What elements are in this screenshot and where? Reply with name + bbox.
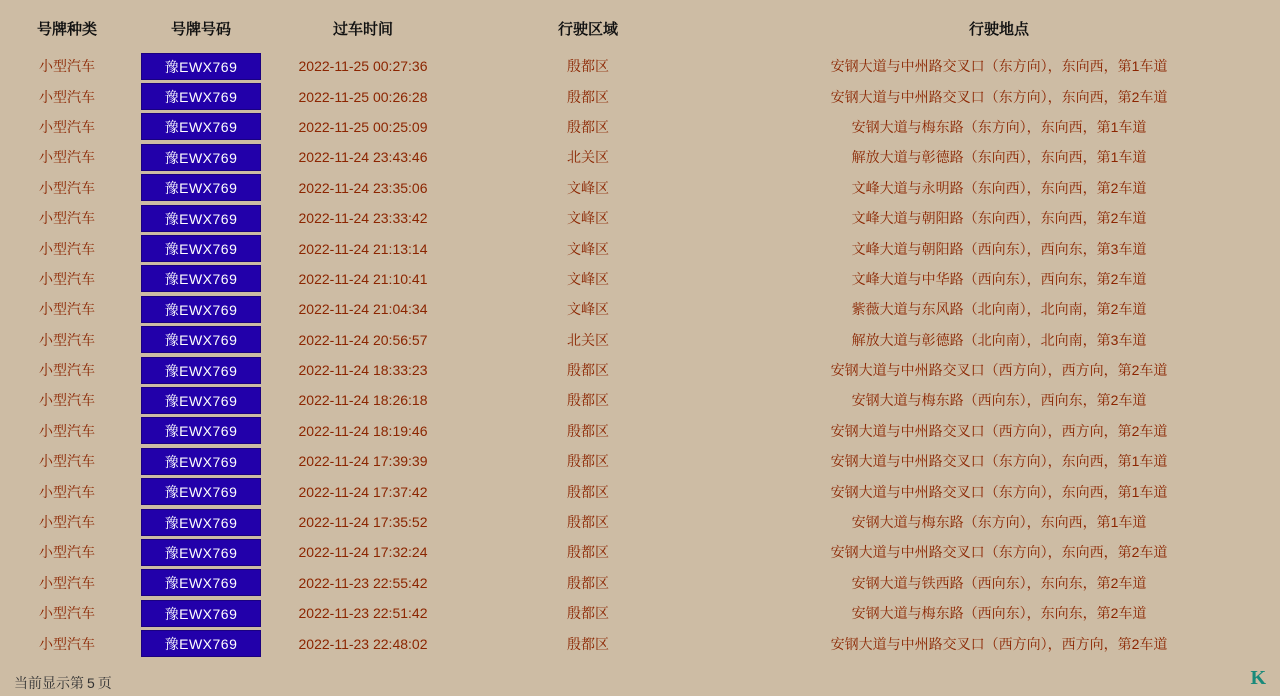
cell-driving-location: 安钢大道与中州路交叉口（东方向），东向西，第1车道 bbox=[830, 483, 1168, 500]
records-table-body bbox=[0, 51, 1280, 659]
cell-driving-location: 安钢大道与中州路交叉口（东方向），东向西，第2车道 bbox=[830, 88, 1168, 105]
table-row bbox=[0, 264, 1280, 294]
cell-driving-location: 紫薇大道与东风路（北向南），北向南，第2车道 bbox=[851, 301, 1147, 318]
cell-driving-area: 殷都区 bbox=[567, 392, 609, 409]
plate-badge: 豫EWX769 bbox=[141, 205, 261, 232]
plate-badge: 豫EWX769 bbox=[141, 326, 261, 353]
cell-driving-location: 安钢大道与梅东路（西向东），东向东，第2车道 bbox=[851, 605, 1147, 622]
cell-vehicle-type: 小型汽车 bbox=[39, 301, 95, 318]
plate-badge: 豫EWX769 bbox=[141, 478, 261, 505]
cell-driving-area: 殷都区 bbox=[567, 544, 609, 561]
cell-vehicle-type: 小型汽车 bbox=[39, 118, 95, 135]
cell-plate-number bbox=[134, 294, 268, 324]
cell-vehicle-type: 小型汽车 bbox=[39, 179, 95, 196]
plate-badge: 豫EWX769 bbox=[141, 53, 261, 80]
pagination-suffix-label: 页 bbox=[97, 674, 112, 691]
cell-vehicle-type: 小型汽车 bbox=[39, 483, 95, 500]
cell-plate-number bbox=[134, 476, 268, 506]
plate-badge: 豫EWX769 bbox=[141, 387, 261, 414]
cell-driving-location: 文峰大道与中华路（西向东），西向东，第2车道 bbox=[851, 270, 1147, 287]
plate-badge: 豫EWX769 bbox=[141, 539, 261, 566]
plate-badge: 豫EWX769 bbox=[141, 174, 261, 201]
cell-vehicle-type: 小型汽车 bbox=[39, 149, 95, 166]
cell-driving-location: 安钢大道与中州路交叉口（东方向），东向西，第1车道 bbox=[830, 58, 1168, 75]
column-header-vehicle-type: 号牌种类 bbox=[36, 21, 97, 38]
table-row bbox=[0, 355, 1280, 385]
table-row bbox=[0, 81, 1280, 111]
plate-badge: 豫EWX769 bbox=[141, 113, 261, 140]
plate-badge: 豫EWX769 bbox=[141, 509, 261, 536]
cell-vehicle-type: 小型汽车 bbox=[39, 331, 95, 348]
cell-pass-time: 2022-11-24 23:43:46 bbox=[298, 149, 428, 166]
table-row bbox=[0, 598, 1280, 628]
pagination-prefix-label: 当前显示第 bbox=[14, 674, 84, 691]
cell-vehicle-type: 小型汽车 bbox=[39, 605, 95, 622]
cell-driving-location: 文峰大道与朝阳路（东向西），东向西，第2车道 bbox=[851, 210, 1147, 227]
plate-badge: 豫EWX769 bbox=[141, 417, 261, 444]
cell-pass-time: 2022-11-23 22:55:42 bbox=[298, 574, 428, 591]
plate-badge: 豫EWX769 bbox=[141, 235, 261, 262]
cell-plate-number bbox=[134, 81, 268, 111]
cell-plate-number bbox=[134, 598, 268, 628]
table-row bbox=[0, 142, 1280, 172]
cell-plate-number bbox=[134, 173, 268, 203]
table-row bbox=[0, 112, 1280, 142]
table-row bbox=[0, 537, 1280, 567]
cell-vehicle-type: 小型汽车 bbox=[39, 270, 95, 287]
cell-driving-area: 文峰区 bbox=[567, 270, 609, 287]
cell-driving-location: 安钢大道与中州路交叉口（西方向），西方向，第2车道 bbox=[830, 635, 1168, 652]
cell-driving-area: 殷都区 bbox=[567, 362, 609, 379]
cell-vehicle-type: 小型汽车 bbox=[39, 362, 95, 379]
cell-driving-area: 北关区 bbox=[567, 331, 609, 348]
cell-driving-location: 安钢大道与中州路交叉口（西方向），西方向，第2车道 bbox=[830, 422, 1168, 439]
cell-driving-area: 殷都区 bbox=[567, 58, 609, 75]
cell-plate-number bbox=[134, 385, 268, 415]
cell-driving-location: 安钢大道与梅东路（西向东），西向东，第2车道 bbox=[851, 392, 1147, 409]
plate-badge: 豫EWX769 bbox=[141, 144, 261, 171]
column-header-driving-location: 行驶地点 bbox=[968, 21, 1029, 38]
cell-plate-number bbox=[134, 325, 268, 355]
cell-plate-number bbox=[134, 203, 268, 233]
plate-badge: 豫EWX769 bbox=[141, 357, 261, 384]
cell-vehicle-type: 小型汽车 bbox=[39, 574, 95, 591]
table-row bbox=[0, 507, 1280, 537]
cell-pass-time: 2022-11-24 21:10:41 bbox=[298, 270, 428, 287]
cell-driving-location: 文峰大道与永明路（东向西），东向西，第2车道 bbox=[851, 179, 1147, 196]
cell-driving-area: 殷都区 bbox=[567, 605, 609, 622]
current-page-number: 5 bbox=[87, 674, 95, 691]
table-row bbox=[0, 203, 1280, 233]
cell-driving-area: 文峰区 bbox=[567, 301, 609, 318]
cell-pass-time: 2022-11-25 00:26:28 bbox=[298, 88, 428, 105]
cell-plate-number bbox=[134, 355, 268, 385]
cell-driving-area: 文峰区 bbox=[567, 240, 609, 257]
cell-driving-area: 北关区 bbox=[567, 149, 609, 166]
cell-driving-location: 安钢大道与中州路交叉口（西方向），西方向，第2车道 bbox=[830, 362, 1168, 379]
cell-pass-time: 2022-11-24 18:33:23 bbox=[298, 362, 428, 379]
cell-vehicle-type: 小型汽车 bbox=[39, 422, 95, 439]
watermark-logo: K bbox=[1250, 667, 1266, 689]
cell-plate-number bbox=[134, 112, 268, 142]
table-row bbox=[0, 476, 1280, 506]
cell-pass-time: 2022-11-24 18:19:46 bbox=[298, 422, 428, 439]
cell-driving-location: 安钢大道与梅东路（东方向），东向西，第1车道 bbox=[851, 118, 1147, 135]
table-row bbox=[0, 294, 1280, 324]
cell-plate-number bbox=[134, 233, 268, 263]
cell-vehicle-type: 小型汽车 bbox=[39, 58, 95, 75]
plate-badge: 豫EWX769 bbox=[141, 448, 261, 475]
cell-driving-location: 解放大道与彰德路（东向西），东向西，第1车道 bbox=[851, 149, 1147, 166]
cell-pass-time: 2022-11-24 23:35:06 bbox=[298, 179, 428, 196]
table-row bbox=[0, 385, 1280, 415]
cell-driving-area: 殷都区 bbox=[567, 574, 609, 591]
cell-vehicle-type: 小型汽车 bbox=[39, 88, 95, 105]
cell-pass-time: 2022-11-24 17:32:24 bbox=[298, 544, 428, 561]
table-row bbox=[0, 233, 1280, 263]
cell-plate-number bbox=[134, 568, 268, 598]
cell-plate-number bbox=[134, 507, 268, 537]
cell-pass-time: 2022-11-24 23:33:42 bbox=[298, 210, 428, 227]
cell-driving-location: 安钢大道与中州路交叉口（东方向），东向西，第2车道 bbox=[830, 544, 1168, 561]
cell-driving-location: 安钢大道与铁西路（西向东），东向东，第2车道 bbox=[851, 574, 1147, 591]
table-row bbox=[0, 173, 1280, 203]
table-header-row bbox=[0, 14, 1280, 51]
cell-vehicle-type: 小型汽车 bbox=[39, 635, 95, 652]
table-row bbox=[0, 416, 1280, 446]
cell-vehicle-type: 小型汽车 bbox=[39, 240, 95, 257]
cell-driving-area: 文峰区 bbox=[567, 179, 609, 196]
cell-pass-time: 2022-11-23 22:51:42 bbox=[298, 605, 428, 622]
cell-driving-location: 文峰大道与朝阳路（西向东），西向东，第3车道 bbox=[851, 240, 1147, 257]
cell-driving-area: 殷都区 bbox=[567, 88, 609, 105]
cell-plate-number bbox=[134, 142, 268, 172]
cell-plate-number bbox=[134, 628, 268, 658]
column-header-pass-time: 过车时间 bbox=[332, 21, 393, 38]
cell-pass-time: 2022-11-24 21:04:34 bbox=[298, 301, 428, 318]
cell-vehicle-type: 小型汽车 bbox=[39, 210, 95, 227]
cell-pass-time: 2022-11-24 21:13:14 bbox=[298, 240, 428, 257]
column-header-driving-area: 行驶区域 bbox=[557, 21, 618, 38]
cell-pass-time: 2022-11-23 22:48:02 bbox=[298, 635, 428, 652]
cell-driving-location: 安钢大道与梅东路（东方向），东向西，第1车道 bbox=[851, 514, 1147, 531]
cell-driving-area: 殷都区 bbox=[567, 118, 609, 135]
cell-driving-location: 安钢大道与中州路交叉口（东方向），东向西，第1车道 bbox=[830, 453, 1168, 470]
cell-vehicle-type: 小型汽车 bbox=[39, 453, 95, 470]
cell-pass-time: 2022-11-24 18:26:18 bbox=[298, 392, 428, 409]
cell-driving-area: 殷都区 bbox=[567, 635, 609, 652]
cell-plate-number bbox=[134, 446, 268, 476]
table-row bbox=[0, 51, 1280, 81]
pagination-status bbox=[0, 673, 1280, 693]
cell-plate-number bbox=[134, 264, 268, 294]
table-row bbox=[0, 446, 1280, 476]
cell-plate-number bbox=[134, 416, 268, 446]
cell-plate-number bbox=[134, 51, 268, 81]
cell-driving-location: 解放大道与彰德路（北向南），北向南，第3车道 bbox=[851, 331, 1147, 348]
cell-pass-time: 2022-11-25 00:25:09 bbox=[298, 118, 428, 135]
cell-driving-area: 文峰区 bbox=[567, 210, 609, 227]
cell-pass-time: 2022-11-24 17:37:42 bbox=[298, 483, 428, 500]
table-row bbox=[0, 568, 1280, 598]
cell-plate-number bbox=[134, 537, 268, 567]
cell-pass-time: 2022-11-24 17:39:39 bbox=[298, 453, 428, 470]
plate-badge: 豫EWX769 bbox=[141, 600, 261, 627]
column-header-plate-number: 号牌号码 bbox=[170, 21, 231, 38]
cell-vehicle-type: 小型汽车 bbox=[39, 514, 95, 531]
plate-badge: 豫EWX769 bbox=[141, 296, 261, 323]
plate-badge: 豫EWX769 bbox=[141, 83, 261, 110]
records-table bbox=[0, 14, 1280, 659]
plate-badge: 豫EWX769 bbox=[141, 569, 261, 596]
cell-driving-area: 殷都区 bbox=[567, 483, 609, 500]
cell-vehicle-type: 小型汽车 bbox=[39, 392, 95, 409]
cell-pass-time: 2022-11-24 20:56:57 bbox=[298, 331, 428, 348]
cell-pass-time: 2022-11-24 17:35:52 bbox=[298, 514, 428, 531]
cell-vehicle-type: 小型汽车 bbox=[39, 544, 95, 561]
plate-badge: 豫EWX769 bbox=[141, 265, 261, 292]
cell-pass-time: 2022-11-25 00:27:36 bbox=[298, 58, 428, 75]
cell-driving-area: 殷都区 bbox=[567, 422, 609, 439]
table-row bbox=[0, 628, 1280, 658]
cell-driving-area: 殷都区 bbox=[567, 453, 609, 470]
cell-driving-area: 殷都区 bbox=[567, 514, 609, 531]
table-row bbox=[0, 325, 1280, 355]
plate-badge: 豫EWX769 bbox=[141, 630, 261, 657]
